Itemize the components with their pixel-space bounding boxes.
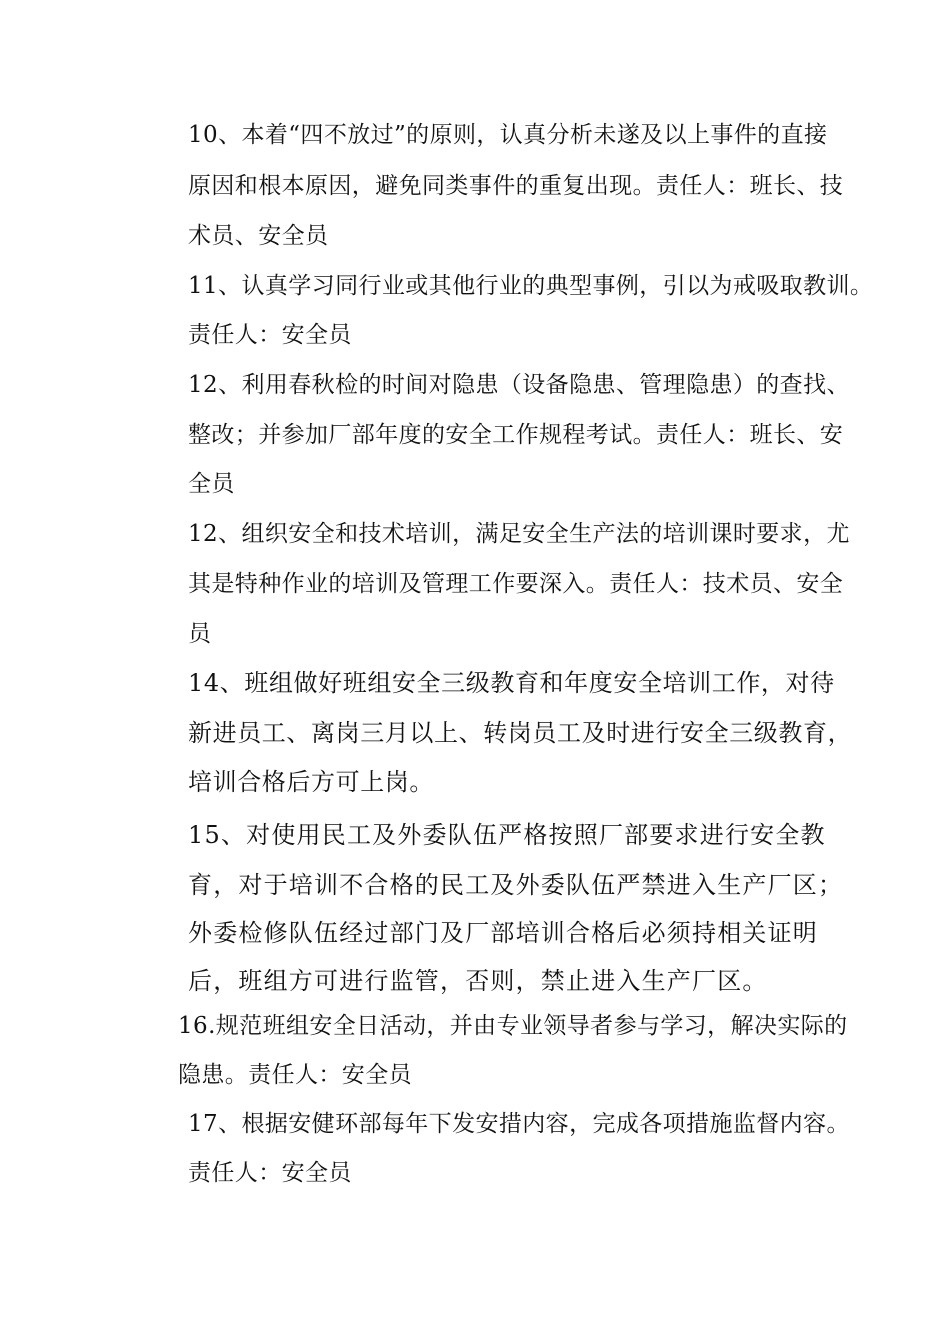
text-line: 全员 — [188, 471, 235, 497]
text-line: 16.规范班组安全日活动，并由专业领导者参与学习，解决实际的 — [178, 1013, 848, 1039]
text-line: 培训合格后方可上岗。 — [188, 768, 434, 796]
text-line: 新进员工、离岗三月以上、转岗员工及时进行安全三级教育， — [188, 719, 853, 747]
text-line: 14、班组做好班组安全三级教育和年度安全培训工作，对待 — [188, 669, 835, 697]
text-line: 术员、安全员 — [188, 223, 329, 249]
text-line: 责任人：安全员 — [188, 322, 352, 348]
text-line: 责任人：安全员 — [188, 1160, 352, 1186]
text-line: 育，对于培训不合格的民工及外委队伍严禁进入生产厂区； — [188, 871, 844, 899]
text-line: 11、认真学习同行业或其他行业的典型事例，引以为戒吸取教训。 — [188, 273, 874, 299]
text-line: 10、本着“四不放过”的原则，认真分析未遂及以上事件的直接 — [188, 122, 828, 148]
text-line: 12、利用春秋检的时间对隐患（设备隐患、管理隐患）的查找、 — [188, 372, 850, 398]
text-line: 外委检修队伍经过部门及厂部培训合格后必须持相关证明 — [188, 919, 818, 947]
text-line: 17、根据安健环部每年下发安措内容，完成各项措施监督内容。 — [188, 1111, 850, 1137]
text-line: 15、对使用民工及外委队伍严格按照厂部要求进行安全教 — [188, 821, 826, 849]
text-line: 其是特种作业的培训及管理工作要深入。责任人：技术员、安全 — [188, 571, 844, 597]
text-line: 员 — [188, 621, 212, 647]
text-line: 后，班组方可进行监管，否则，禁止进入生产厂区。 — [188, 967, 768, 995]
text-line: 隐患。责任人：安全员 — [178, 1062, 412, 1088]
text-line: 12、组织安全和技术培训，满足安全生产法的培训课时要求，尤 — [188, 521, 850, 547]
text-line: 原因和根本原因，避免同类事件的重复出现。责任人：班长、技 — [188, 173, 844, 199]
text-line: 整改；并参加厂部年度的安全工作规程考试。责任人：班长、安 — [188, 422, 844, 448]
